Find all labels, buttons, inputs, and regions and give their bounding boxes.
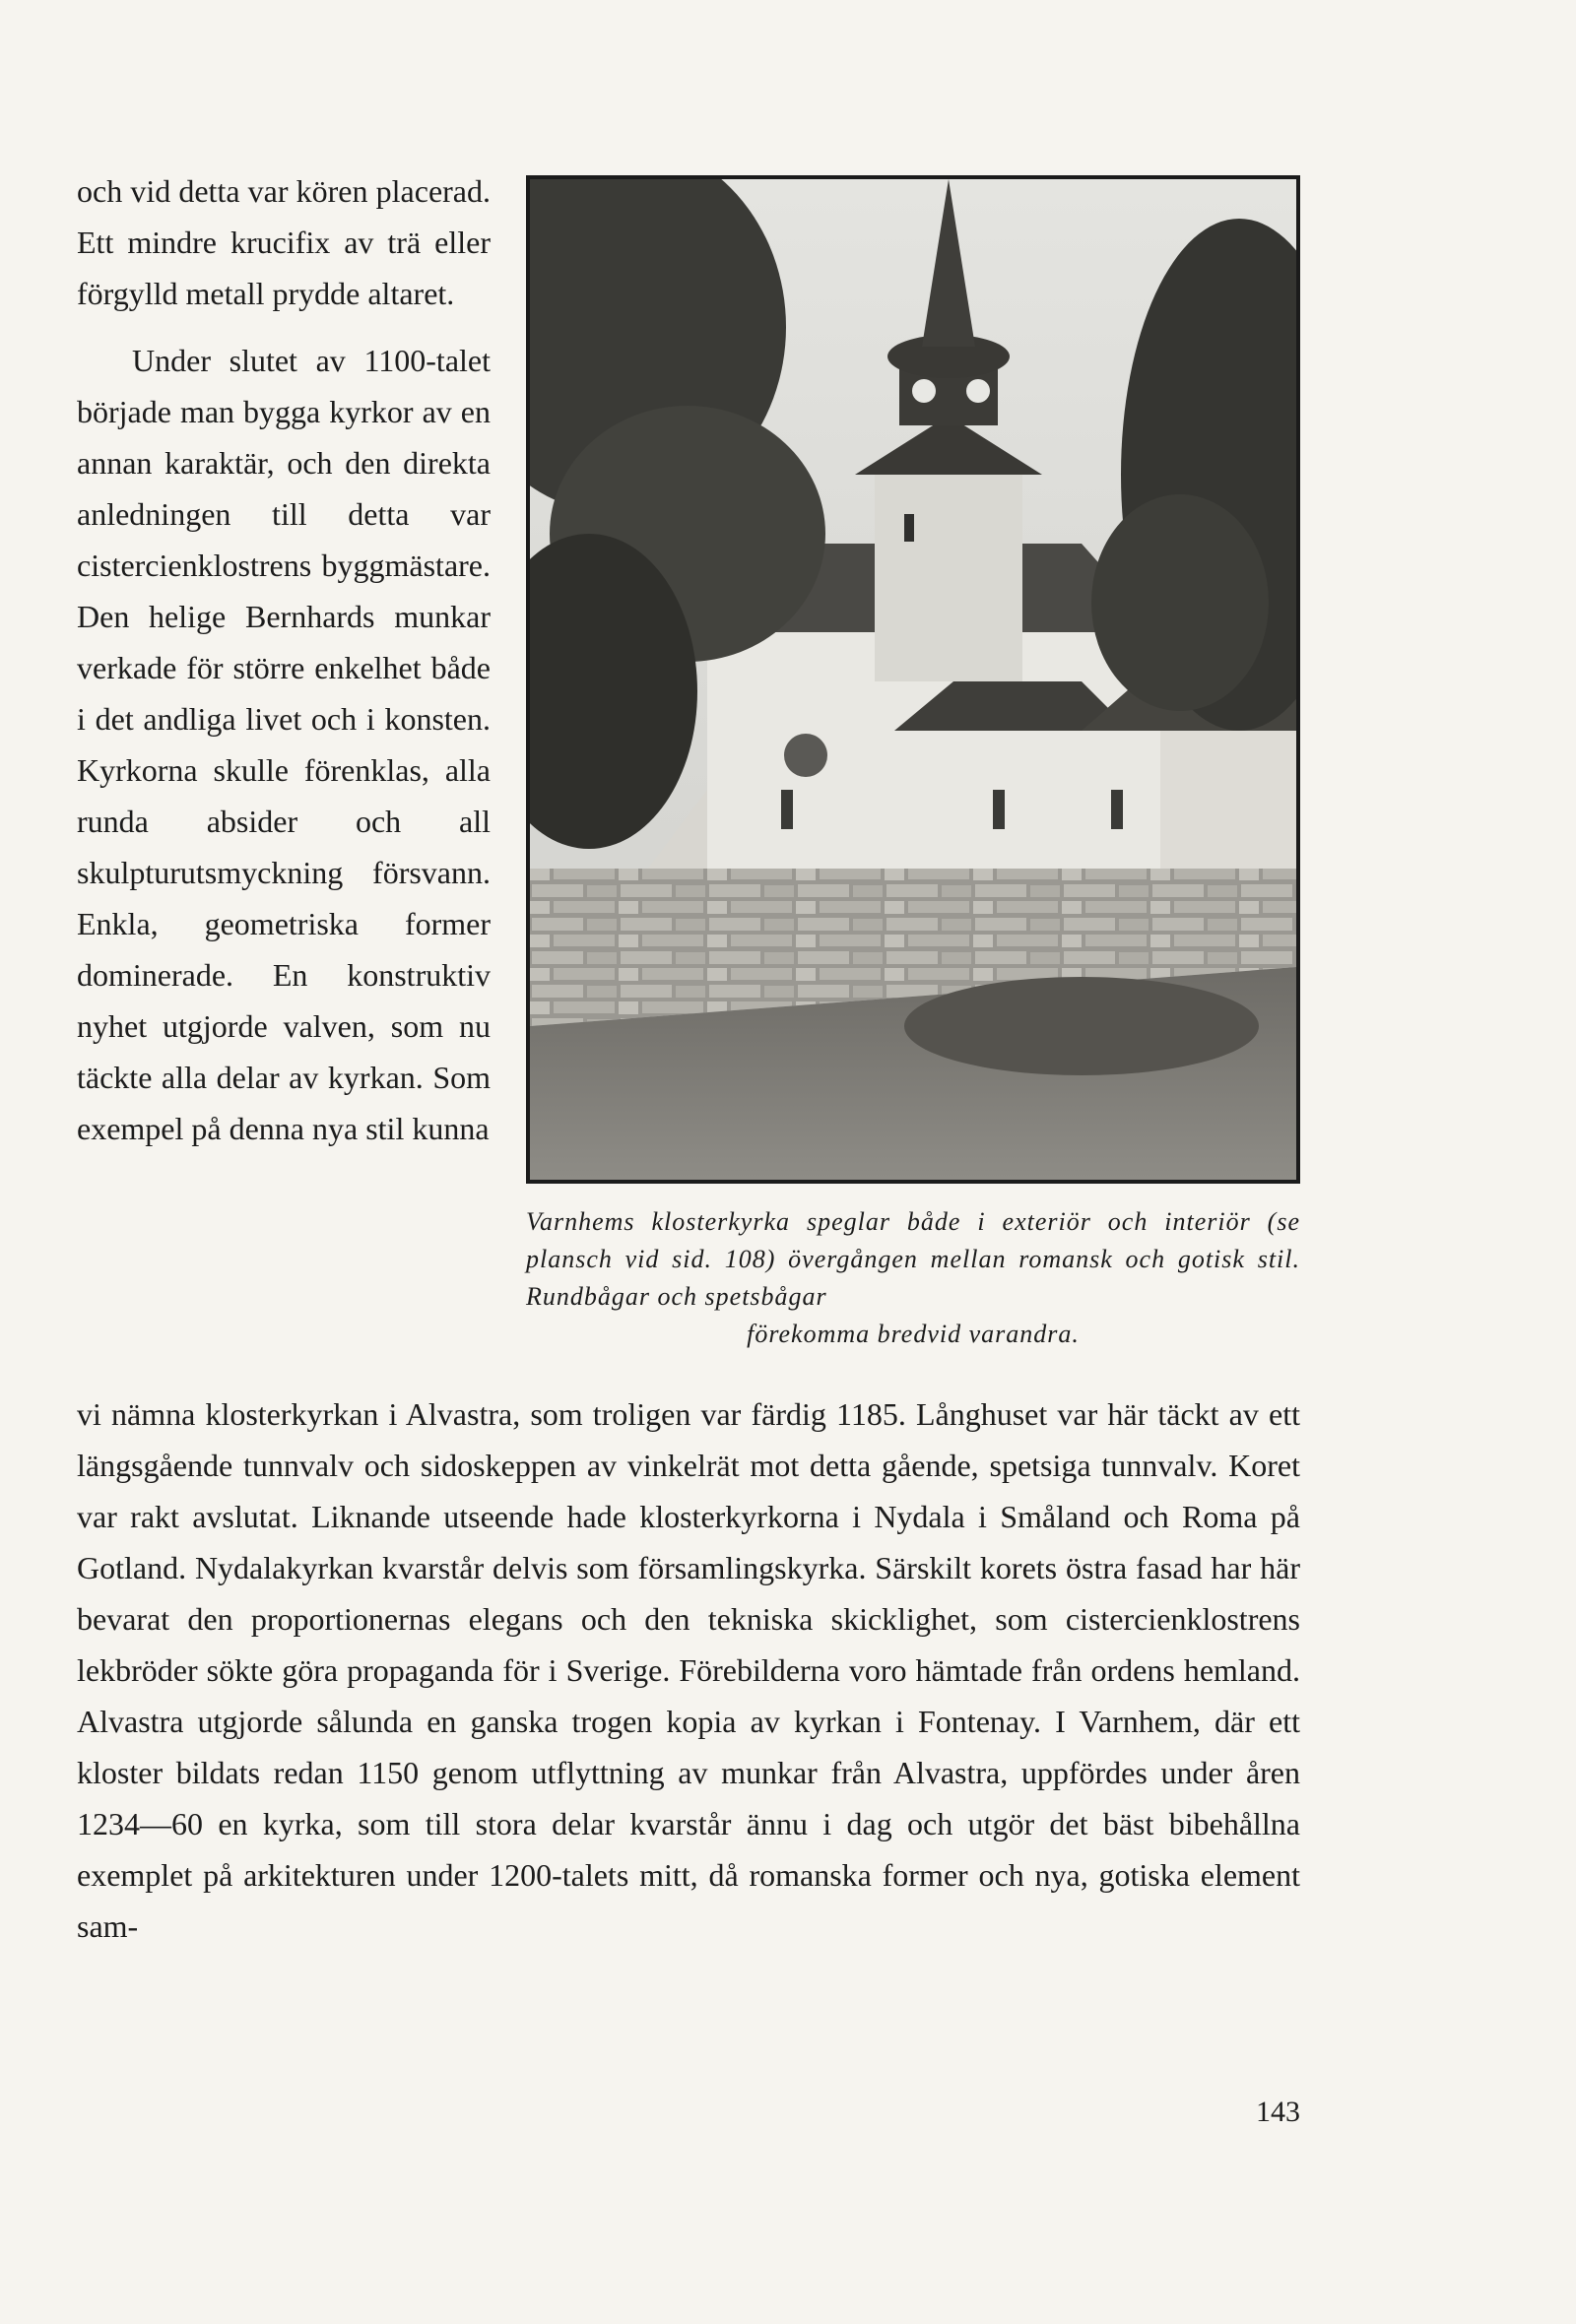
page-number: 143 xyxy=(1256,2096,1300,2128)
left-text-column xyxy=(77,165,491,1154)
figure-caption xyxy=(526,1203,1300,1353)
paragraph-2: Under slutet av 1100-talet började man bygga kyrkor av en annan karaktär, och den direkta anledningen till detta var cistercienklostrens byggmästare. Den helige Bernhards munkar verkade för större enkelhet både i det andliga livet och i konsten. Kyrkorna skulle förenklas, alla runda absider och all skulpturutsmyckning försvann. Enkla, geometriska former dominerade. En konstruktiv nyhet utgjorde valven, som nu täckte alla delar av kyrkan. Som exempel på denna nya stil kunna xyxy=(77,343,491,1146)
paragraph-3: vi nämna klosterkyrkan i Alvastra, som troligen var färdig 1185. Långhuset var här täckt av ett längsgående tunnvalv och sidoskeppen av vinkelrät mot detta gående, spetsiga tunnvalv. Koret var rakt avslutat. Liknande utseende hade klosterkyrkorna i Nydala i Småland och Roma på Gotland. Nydalakyrkan kvarstår delvis som församlingskyrka. Särskilt korets östra fasad har här bevarat den proportionernas elegans och den tekniska skicklighet, som cistercienklostrens lekbröder sökte göra propaganda för i Sverige. Förebilderna voro hämtade från ordens hemland. Alvastra utgjorde sålunda en ganska trogen kopia av kyrkan i Fontenay. I Varnhem, där ett kloster bildats redan 1150 genom utflyttning av munkar från Alvastra, uppfördes under åren 1234—60 en kyrka, som till stora delar kvarstår ännu i dag och utgör det bäst bibehållna exemplet på arkitekturen under 1200-talets mitt, då romanska former och nya, gotiska element sam- xyxy=(77,1396,1300,1944)
book-page xyxy=(77,165,1300,2184)
church-photo-illustration xyxy=(530,179,1296,1180)
figure xyxy=(526,175,1300,1353)
paragraph-1: och vid detta var kören placerad. Ett mindre krucifix av trä eller förgylld metall prydde altaret. xyxy=(77,173,491,311)
caption-main: Varnhems klosterkyrka speglar både i exteriör och interiör (se plansch vid sid. 108) övergången mellan romansk och gotisk stil. Rundbågar och spetsbågar xyxy=(526,1207,1300,1311)
full-width-text xyxy=(77,1388,1300,1952)
caption-last-line: förekomma bredvid varandra. xyxy=(747,1320,1080,1348)
church-photo xyxy=(526,175,1300,1184)
